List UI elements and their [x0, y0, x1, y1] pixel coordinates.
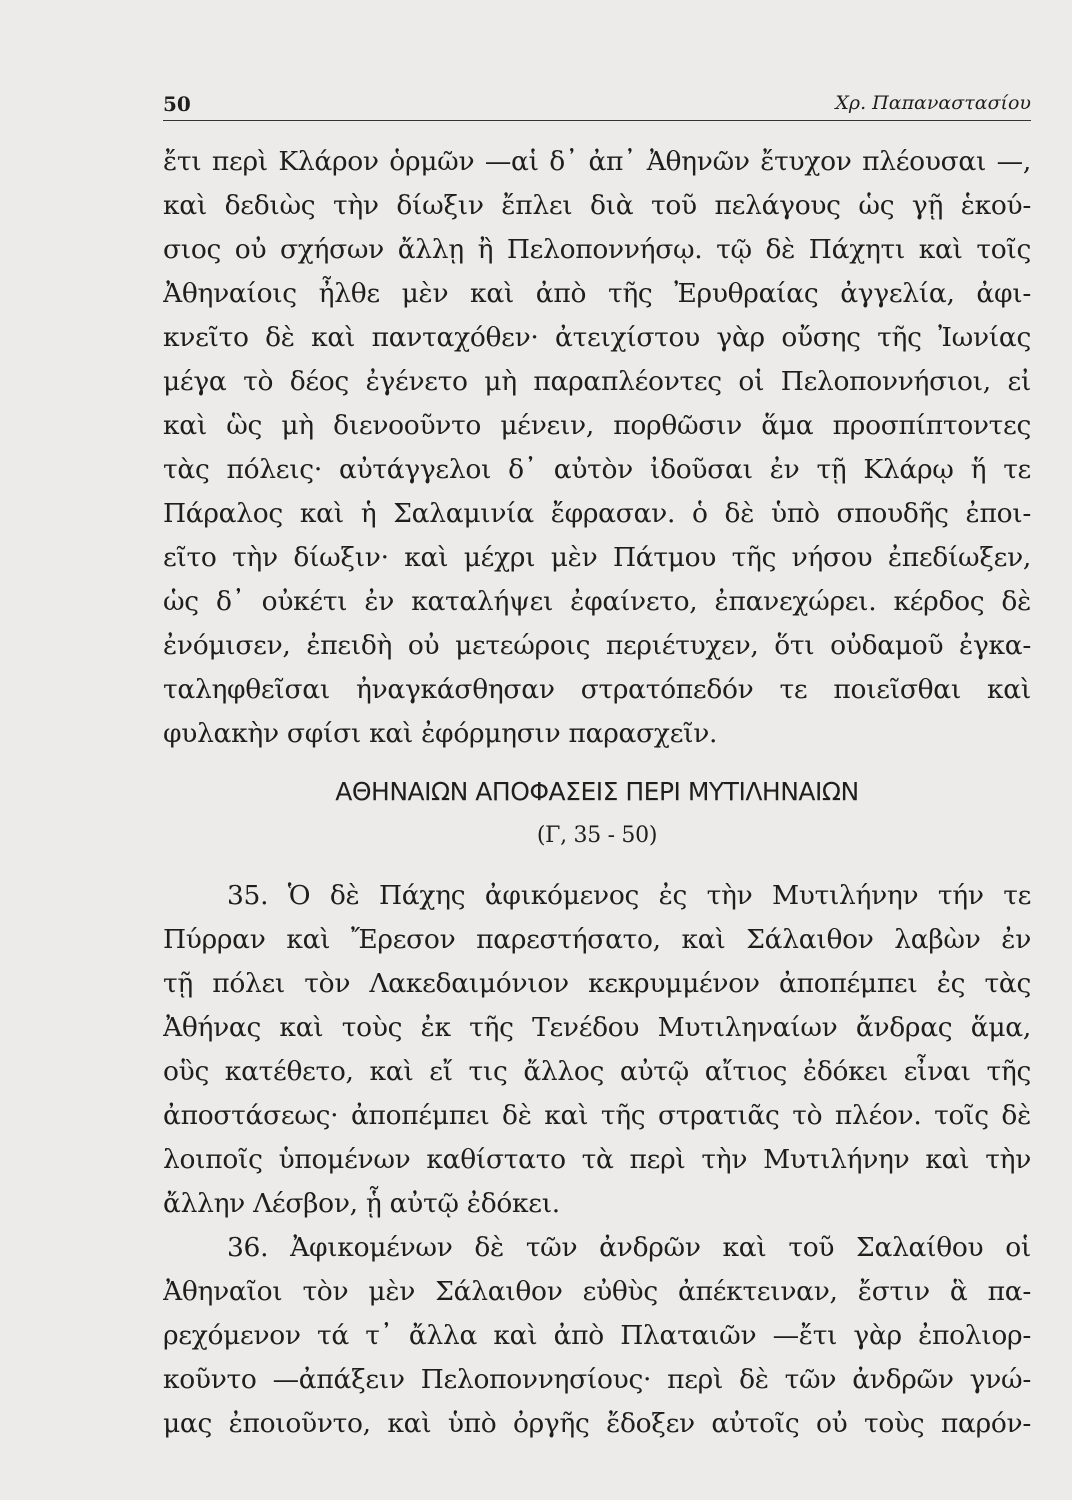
section-reference: (Γ, 35 - 50): [536, 823, 658, 848]
page-number: 50: [163, 92, 191, 116]
text-line: ρεχόμενον τά τ᾽ ἄλλα καὶ ἀπὸ Πλαταιῶν —ἔτι γὰρ ἐπολιορ-: [163, 1320, 1031, 1351]
text-line: ὡς δ᾽ οὐκέτι ἐν καταλήψει ἐφαίνετο, ἐπανεχώρει. κέρδος δὲ: [163, 586, 1031, 617]
text-line: μέγα τὸ δέος ἐγένετο μὴ παραπλέοντες οἱ Πελοποννήσιοι, εἰ: [163, 366, 1031, 397]
text-line: ἔτι περὶ Κλάρον ὁρμῶν —αἱ δ᾽ ἀπ᾽ Ἀθηνῶν ἔτυχον πλέουσαι —,: [163, 146, 1031, 177]
text-line: Ἀθηναίοις ἦλθε μὲν καὶ ἀπὸ τῆς Ἐρυθραίας ἀγγελία, ἀφι-: [163, 278, 1031, 309]
header-rule: [163, 120, 1031, 121]
text-line: σιος οὐ σχήσων ἄλλῃ ἢ Πελοποννήσῳ. τῷ δὲ Πάχητι καὶ τοῖς: [163, 234, 1031, 265]
text-line: ἀποστάσεως· ἀποπέμπει δὲ καὶ τῆς στρατιᾶς τὸ πλέον. τοῖς δὲ: [163, 1100, 1031, 1131]
text-line: Πύρραν καὶ Ἔρεσον παρεστήσατο, καὶ Σάλαιθον λαβὼν ἐν: [163, 924, 1031, 955]
text-line: ἐνόμισεν, ἐπειδὴ οὐ μετεώροις περιέτυχεν, ὅτι οὐδαμοῦ ἐγκα-: [163, 630, 1031, 661]
text-line: κοῦντο —ἀπάξειν Πελοποννησίους· περὶ δὲ τῶν ἀνδρῶν γνώ-: [163, 1364, 1031, 1395]
text-line: λοιποῖς ὑπομένων καθίστατο τὰ περὶ τὴν Μυτιλήνην καὶ τὴν: [163, 1144, 1031, 1175]
text-line: μας ἐποιοῦντο, καὶ ὑπὸ ὀργῆς ἔδοξεν αὐτοῖς οὐ τοὺς παρόν-: [163, 1408, 1031, 1439]
text-line: οὓς κατέθετο, καὶ εἴ τις ἄλλος αὐτῷ αἴτιος ἐδόκει εἶναι τῆς: [163, 1056, 1031, 1087]
paragraph-35: [163, 874, 1031, 1226]
text-line: καὶ δεδιὼς τὴν δίωξιν ἔπλει διὰ τοῦ πελάγους ὡς γῇ ἑκού-: [163, 190, 1031, 221]
text-line: Πάραλος καὶ ἡ Σαλαμινία ἔφρασαν. ὁ δὲ ὑπὸ σπουδῆς ἐποι-: [163, 498, 1031, 529]
text-line: 35. Ὁ δὲ Πάχης ἀφικόμενος ἐς τὴν Μυτιλήνην τήν τε: [227, 880, 1031, 911]
text-line: εῖτο τὴν δίωξιν· καὶ μέχρι μὲν Πάτμου τῆς νήσου ἐπεδίωξεν,: [163, 542, 1031, 573]
text-line: καὶ ὣς μὴ διενοοῦντο μένειν, πορθῶσιν ἅμα προσπίπτοντες: [163, 410, 1031, 441]
text-line: 36. Ἀφικομένων δὲ τῶν ἀνδρῶν καὶ τοῦ Σαλαίθου οἱ: [227, 1232, 1031, 1263]
body-text: [163, 140, 1031, 1446]
text-line: τὰς πόλεις· αὐτάγγελοι δ᾽ αὐτὸν ἰδοῦσαι ἐν τῇ Κλάρῳ ἥ τε: [163, 454, 1031, 485]
text-line: τῇ πόλει τὸν Λακεδαιμόνιον κεκρυμμένον ἀποπέμπει ἐς τὰς: [163, 968, 1031, 999]
paragraph-continuation: [163, 140, 1031, 756]
text-line: κνεῖτο δὲ καὶ πανταχόθεν· ἀτειχίστου γὰρ οὔσης τῆς Ἰωνίας: [163, 322, 1031, 353]
text-line: ἄλλην Λέσβον, ᾗ αὐτῷ ἐδόκει.: [163, 1188, 560, 1219]
text-line: ταληφθεῖσαι ἠναγκάσθησαν στρατόπεδόν τε ποιεῖσθαι καὶ: [163, 674, 1031, 705]
section-title: ΑΘΗΝΑΙΩΝ ΑΠΟΦΑΣΕΙΣ ΠΕΡΙ ΜΥΤΙΛΗΝΑΙΩΝ: [335, 777, 859, 806]
text-line: φυλακὴν σφίσι καὶ ἐφόρμησιν παρασχεῖν.: [163, 718, 718, 749]
text-line: Ἀθηναῖοι τὸν μὲν Σάλαιθον εὐθὺς ἀπέκτειναν, ἔστιν ἃ πα-: [163, 1276, 1031, 1307]
running-head-author: Χρ. Παπαναστασίου: [835, 92, 1031, 114]
page-header: [163, 92, 1031, 124]
text-line: Ἀθήνας καὶ τοὺς ἐκ τῆς Τενέδου Μυτιληναίων ἄνδρας ἅμα,: [163, 1012, 1031, 1043]
paragraph-36: [163, 1226, 1031, 1446]
